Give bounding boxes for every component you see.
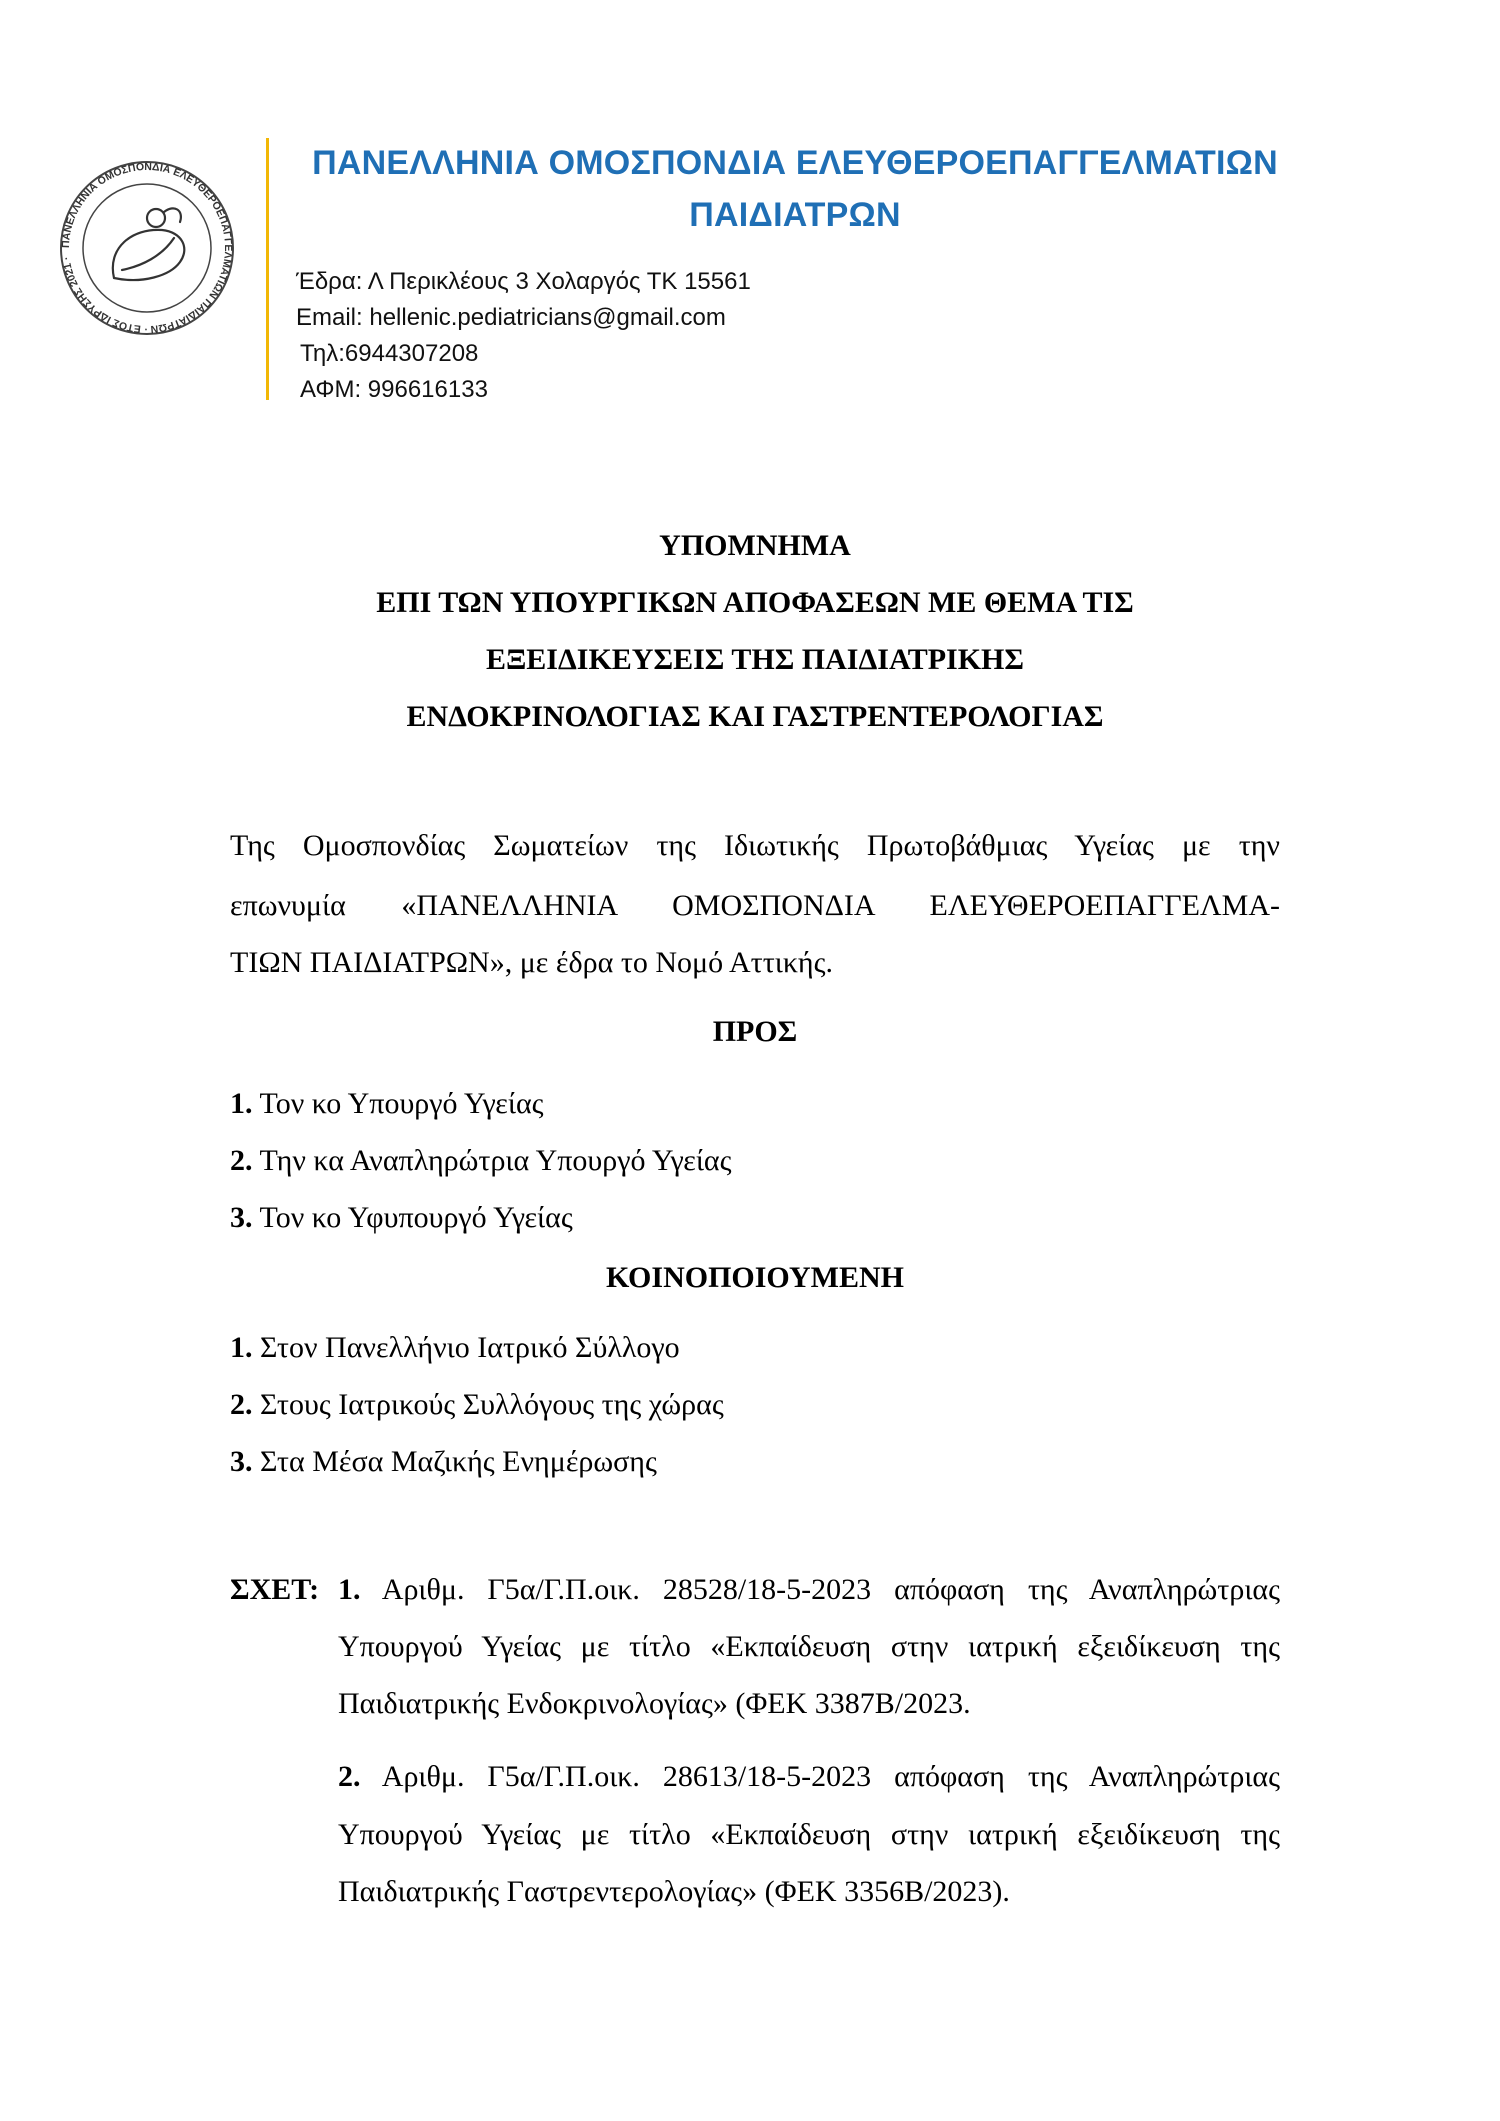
list-item: 3. Στα Μέσα Μαζικής Ενημέρωσης [230,1445,657,1478]
mother-child-icon [113,208,184,280]
memo-subject-line3: ΕΝΔΟΚΡΙΝΟΛΟΓΙΑΣ ΚΑΙ ΓΑΣΤΡΕΝΤΕΡΟΛΟΓΙΑΣ [406,700,1104,733]
header-accent-line [266,138,269,400]
org-title-line2: ΠΑΙΔΙΑΤΡΩΝ [689,196,901,234]
intro-line3: ΤΙΩΝ ΠΑΙΔΙΑΤΡΩΝ», με έδρα το Νομό Αττικής. [230,946,834,979]
reference-1-line2: Υπουργού Υγείας με τίτλο «Εκπαίδευση στην ιατρική εξειδίκευση της [338,1630,1280,1663]
list-item: 2. Την κα Αναπληρώτρια Υπουργό Υγείας [230,1144,732,1177]
memo-subject-line2: ΕΞΕΙΔΙΚΕΥΣΕΙΣ ΤΗΣ ΠΑΙΔΙΑΤΡΙΚΗΣ [485,643,1025,676]
reference-1-line3: Παιδιατρικής Ενδοκρινολογίας» (ΦΕΚ 3387Β/2023. [338,1687,971,1720]
reference-2-line3: Παιδιατρικής Γαστρεντερολογίας» (ΦΕΚ 3356Β/2023). [338,1875,1010,1908]
reference-2-line2: Υπουργού Υγείας με τίτλο «Εκπαίδευση στην ιατρική εξειδίκευση της [338,1818,1280,1851]
phone-text: Τηλ:6944307208 [300,340,479,367]
afm-text: ΑΦΜ: 996616133 [300,376,488,403]
address-text: Έδρα: Λ Περικλέους 3 Χολαργός ΤΚ 15561 [296,268,751,295]
list-item: 3. Τον κο Υφυπουργό Υγείας [230,1201,573,1234]
logo-graphic [52,138,242,358]
federation-logo [52,138,242,358]
list-item: 2. Στους Ιατρικούς Συλλόγους της χώρας [230,1388,724,1421]
references-label: ΣΧΕΤ: [230,1573,320,1606]
memo-subject-line1: ΕΠΙ ΤΩΝ ΥΠΟΥΡΓΙΚΩΝ ΑΠΟΦΑΣΕΩΝ ΜΕ ΘΕΜΑ ΤΙΣ [376,586,1134,619]
email-text: Email: hellenic.pediatricians@gmail.com [296,304,726,331]
intro-line1: Της Ομοσπονδίας Σωματείων της Ιδιωτικής Πρωτοβάθμιας Υγείας με την [230,829,1280,862]
list-item: 1. Τον κο Υπουργό Υγείας [230,1087,544,1120]
org-title-line1: ΠΑΝΕΛΛΗΝΙΑ ΟΜΟΣΠΟΝΔΙΑ ΕΛΕΥΘΕΡΟΕΠΑΓΓΕΛΜΑΤΙΩΝ [312,144,1278,182]
reference-1-line1: 1. Αριθμ. Γ5α/Γ.Π.οικ. 28528/18-5-2023 απόφαση της Αναπληρώτριας [338,1573,1280,1606]
list-item: 1. Στον Πανελλήνιο Ιατρικό Σύλλογο [230,1331,680,1364]
memo-title: ΥΠΟΜΝΗΜΑ [659,529,851,562]
reference-2-line1: 2. Αριθμ. Γ5α/Γ.Π.οικ. 28613/18-5-2023 απόφαση της Αναπληρώτριας [338,1760,1280,1793]
logo-ring-text: ΠΑΝΕΛΛΗΝΙΑ ΟΜΟΣΠΟΝΔΙΑ ΕΛΕΥΘΕΡΟΕΠΑΓΓΕΛΜΑΤΙΩΝ ΠΑΙΔΙΑΤΡΩΝ · ΕΤΟΣ ΙΔΡΥΣΗΣ 2021 · [59,160,235,336]
intro-line2: επωνυμία «ΠΑΝΕΛΛΗΝΙΑ ΟΜΟΣΠΟΝΔΙΑ ΕΛΕΥΘΕΡΟΕΠΑΓΓΕΛΜΑ- [230,889,1280,922]
to-heading: ΠΡΟΣ [712,1015,798,1048]
cc-heading: ΚΟΙΝΟΠΟΙΟΥΜΕΝΗ [606,1261,904,1294]
